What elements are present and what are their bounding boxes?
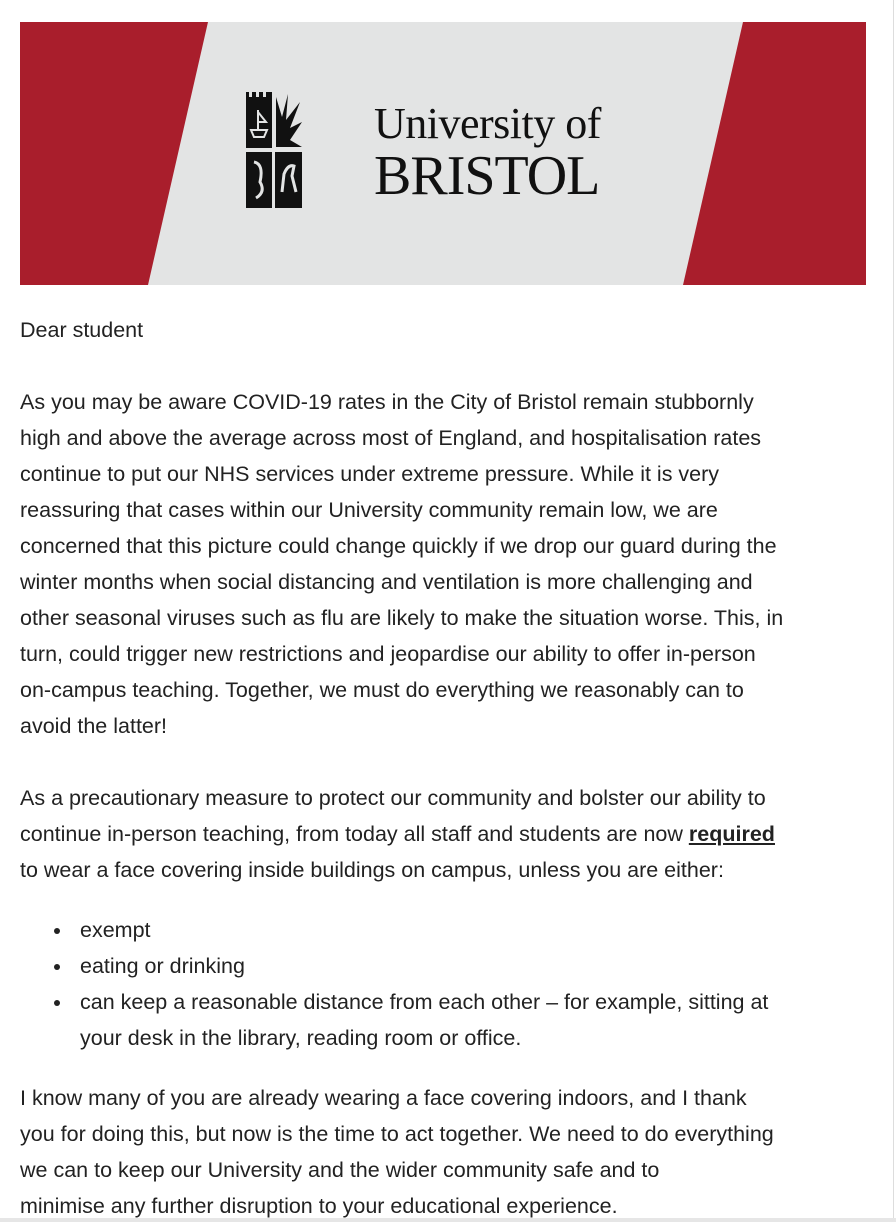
text-line: continue to put our NHS services under extreme pressure. While it is very xyxy=(20,462,720,486)
text-segment: continue in-person teaching, from today all staff and students are now xyxy=(20,822,689,846)
text-line: As you may be aware COVID-19 rates in the City of Bristol remain stubbornly xyxy=(20,390,754,414)
text-line xyxy=(20,816,880,852)
text-line: high and above the average across most of England, and hospitalisation rates xyxy=(20,426,762,450)
text-line: we can to keep our University and the wider community safe and to xyxy=(20,1158,660,1182)
university-logo xyxy=(246,92,646,210)
list-item xyxy=(80,948,880,984)
wordmark xyxy=(374,99,601,207)
header-banner xyxy=(20,22,866,285)
list-item xyxy=(80,912,880,948)
list-item-text: exempt xyxy=(80,918,151,942)
text-line: you for doing this, but now is the time to act together. We need to do everything xyxy=(20,1122,774,1146)
text-line: reassuring that cases within our University community remain low, we are xyxy=(20,498,718,522)
paragraph-face-covering xyxy=(20,780,880,888)
list-item-text: your desk in the library, reading room or office. xyxy=(80,1026,522,1050)
text-line: to wear a face covering inside buildings on campus, unless you are either: xyxy=(20,858,724,882)
crest-icon xyxy=(246,92,302,208)
greeting: Dear student xyxy=(20,318,144,342)
logo-line1: University of xyxy=(374,99,601,148)
text-line: on-campus teaching. Together, we must do everything we reasonably can to xyxy=(20,678,744,702)
list-item-text: can keep a reasonable distance from each other – for example, sitting at xyxy=(80,990,769,1014)
email-body xyxy=(20,312,880,1224)
text-line: minimise any further disruption to your educational experience. xyxy=(20,1194,618,1218)
bottom-border xyxy=(0,1218,896,1222)
list-item xyxy=(80,984,880,1056)
required-emphasis: required xyxy=(688,822,775,846)
text-line: I know many of you are already wearing a face covering indoors, and I thank xyxy=(20,1086,747,1110)
logo-line2: BRISTOL xyxy=(374,145,600,207)
text-line: As a precautionary measure to protect our community and bolster our ability to xyxy=(20,786,766,810)
list-item-text: eating or drinking xyxy=(80,954,245,978)
right-border xyxy=(893,0,894,1222)
banner-left-stripe xyxy=(20,22,208,285)
exemption-list xyxy=(20,912,880,1056)
text-line: turn, could trigger new restrictions and jeopardise our ability to offer in-person xyxy=(20,642,756,666)
paragraph-closing xyxy=(20,1080,880,1224)
text-line: avoid the latter! xyxy=(20,714,168,738)
paragraph-covid-rates xyxy=(20,384,880,744)
text-line: concerned that this picture could change quickly if we drop our guard during the xyxy=(20,534,777,558)
text-line: other seasonal viruses such as flu are likely to make the situation worse. This, in xyxy=(20,606,784,630)
banner-right-stripe xyxy=(683,22,866,285)
text-line: winter months when social distancing and ventilation is more challenging and xyxy=(20,570,753,594)
